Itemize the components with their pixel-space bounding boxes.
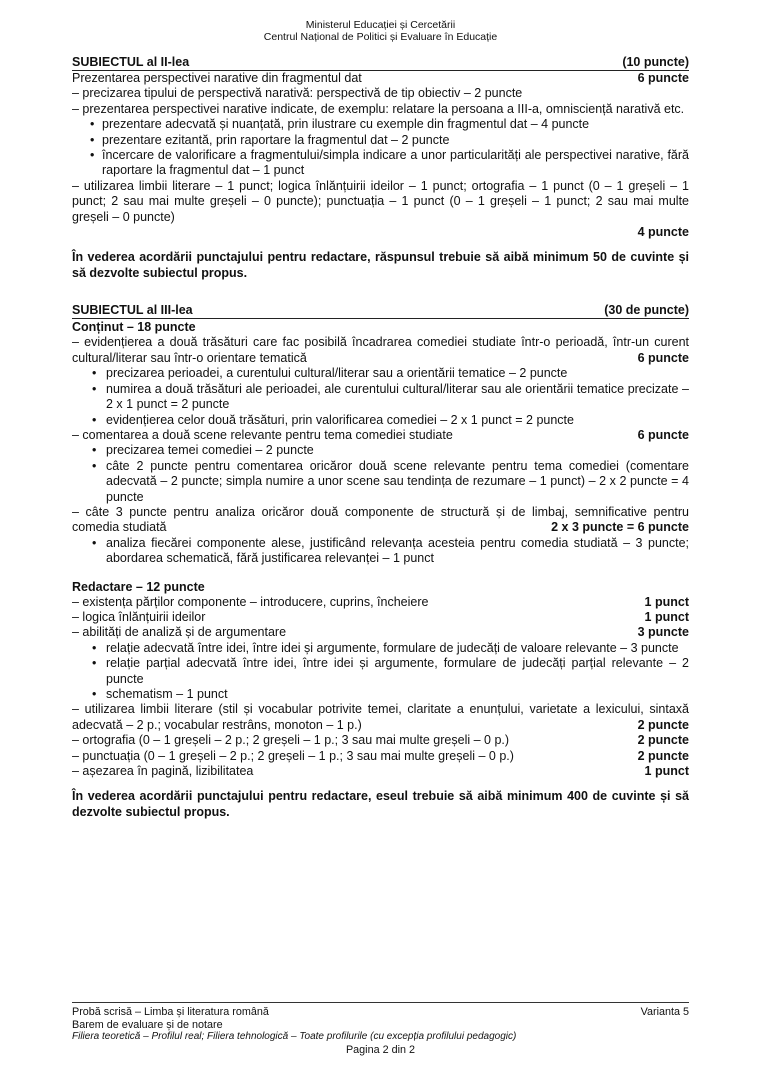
footer-profile: Filiera teoretică – Profilul real; Filiera tehnologică – Toate profilurile (cu excepția profilului pedagogic)	[72, 1031, 517, 1043]
s2-note: În vederea acordării punctajului pentru redactare, răspunsul trebuie să aibă minimum 50 de cuvinte și să dezvolte subiectul propus.	[72, 250, 689, 281]
writing-row: – așezarea în pagină, lizibilitatea 1 punct	[72, 764, 689, 779]
s2-criterion-points: 6 puncte	[637, 71, 689, 85]
s3-c3-bullet: • analiza fiecărei componente alese, justificând relevanța acesteia pentru comedia studiată – 3 puncte; abordarea schematică, fără justificarea relevanței – 1 punct	[92, 535, 689, 566]
s3-note: În vederea acordării punctajului pentru redactare, eseul trebuie să aibă minimum 400 de cuvinte și să dezvolte subiectul propus.	[72, 789, 689, 820]
document-footer	[72, 1002, 689, 1056]
writing-row: – logica înlănțuirii ideilor 1 punct	[72, 610, 689, 624]
writing-bullet: • relație adecvată între idei, între idei și argumente, formulare de judecăți de valoare relevante – 3 puncte	[92, 640, 679, 655]
s2-criterion-row	[72, 71, 689, 86]
s2-item-3-points: 4 puncte	[637, 225, 689, 240]
s3-criterion-2-row	[72, 428, 689, 443]
footer-variant: Varianta 5	[640, 1006, 689, 1018]
section-2-label: SUBIECTUL al II-lea	[72, 55, 190, 69]
s3-c2-bullet: • precizarea temei comediei – 2 puncte	[92, 443, 314, 458]
s2-item-3: – utilizarea limbii literare – 1 punct; logica înlănțuirii ideilor – 1 punct; ortografia – 1 punct (0 – 1 greșeli – 1 punct; 2 sau mai multe greșeli – 0 puncte); punctuația – 1 punct (0 – 1 greșeli – 1 punct; 2 sau mai multe greșeli – 0 puncte)	[72, 178, 689, 224]
ministry-name: Ministerul Educației și Cercetării	[305, 19, 456, 31]
s3-c1-bullet: • numirea a două trăsături ale perioadei, ale curentului cultural/literar sau ale orientării tematice precizate – 2 x 1 punct = 2 puncte	[92, 381, 689, 412]
writing-bullet: • relație parțial adecvată între idei, între idei și argumente, formulare de judecăți parțial relevante – 2 puncte	[92, 656, 689, 686]
s2-item-1: – precizarea tipului de perspectivă narativă: perspectivă de tip obiectiv – 2 puncte	[72, 86, 523, 101]
writing-row: – abilități de analiză și de argumentare 3 puncte	[72, 625, 689, 640]
writing-row: – existența părților componente – introducere, cuprins, încheiere 1 punct	[72, 594, 689, 609]
writing-language-points-row: 2 puncte	[637, 717, 689, 732]
s3-criterion-3: – câte 3 puncte pentru analiza oricăror două componente de structură și de limbaj, semnificative pentru comedia studiată	[72, 504, 689, 535]
section-3-label: SUBIECTUL al III-lea	[72, 303, 193, 318]
section-3-title	[72, 303, 689, 319]
section-3-points: (30 de puncte)	[604, 303, 689, 318]
s2-bullet: • prezentare adecvată și nuanțată, prin ilustrare cu exemple din fragmentul dat – 4 puncte	[90, 117, 590, 132]
center-name: Centrul Național de Politici și Evaluare în Educație	[263, 31, 498, 43]
page-number: Pagina 2 din 2	[345, 1043, 416, 1056]
footer-barem: Barem de evaluare și de notare	[72, 1018, 223, 1031]
s3-c1-bullet: • precizarea perioadei, a curentului cultural/literar sau a orientării tematice – 2 puncte	[92, 366, 568, 381]
s3-criterion-1-points-row	[72, 351, 689, 366]
s2-criterion: Prezentarea perspectivei narative din fragmentul dat	[72, 71, 362, 85]
document-header	[72, 0, 689, 43]
writing-language-item: – utilizarea limbii literare (stil și vocabular potrivite temei, claritate a enunțului, varietate a lexicului, sintaxă adecvată – 2 p.; vocabular restrâns, monoton – 1 p.)	[72, 702, 689, 732]
s2-bullet: • încercare de valorificare a fragmentului/simpla indicare a unor particularități ale perspectivei narative, fără raportare la fragmentul dat – 1 punct	[90, 148, 689, 178]
content-heading: Conținut – 18 puncte	[72, 320, 196, 335]
s2-bullet: • prezentare ezitantă, prin raportare la fragmentul dat – 2 puncte	[90, 132, 450, 147]
s3-criterion-3-points: 2 x 3 puncte = 6 puncte	[551, 520, 689, 535]
section-2-title	[72, 55, 689, 71]
s3-criterion-3-points-row	[72, 520, 689, 535]
s3-criterion-1-points: 6 puncte	[637, 350, 689, 365]
document-page	[72, 0, 689, 1074]
s2-item-3-points-row	[72, 225, 689, 240]
s2-item-2: – prezentarea perspectivei narative indicate, de exemplu: relatare la persoana a III-a, omnisciență narativă etc.	[72, 101, 685, 116]
s3-criterion-2: – comentarea a două scene relevante pentru tema comediei studiate	[72, 427, 453, 442]
section-2-points: (10 puncte)	[622, 55, 689, 69]
writing-bullet: • schematism – 1 punct	[92, 687, 228, 702]
writing-row: – ortografia (0 – 1 greșeli – 2 p.; 2 greșeli – 1 p.; 3 sau mai multe greșeli – 0 p.) 2 puncte	[72, 733, 689, 748]
s3-c2-bullet: • câte 2 puncte pentru comentarea oricăror două scene relevante pentru tema comediei (comentare adecvată – 2 puncte; simpla numire a unor scene sau tendința de rezumare – 1 punct) – 2 x 2 puncte = 4 puncte	[92, 458, 689, 504]
s3-criterion-2-points: 6 puncte	[637, 427, 689, 442]
writing-row: – punctuația (0 – 1 greșeli – 2 p.; 2 greșeli – 1 p.; 3 sau mai multe greșeli – 0 p.) 2 puncte	[72, 748, 689, 763]
writing-heading: Redactare – 12 puncte	[72, 579, 205, 594]
s3-criterion-1: – evidențierea a două trăsături care fac posibilă încadrarea comediei studiate într-o perioadă, într-un curent cultural/literar sau într-o orientare tematică	[72, 335, 689, 365]
footer-exam: Probă scrisă – Limba și literatura română	[72, 1006, 269, 1018]
s3-c1-bullet: • evidențierea celor două trăsături, prin valorificarea comediei – 2 x 1 punct = 2 puncte	[92, 412, 574, 427]
